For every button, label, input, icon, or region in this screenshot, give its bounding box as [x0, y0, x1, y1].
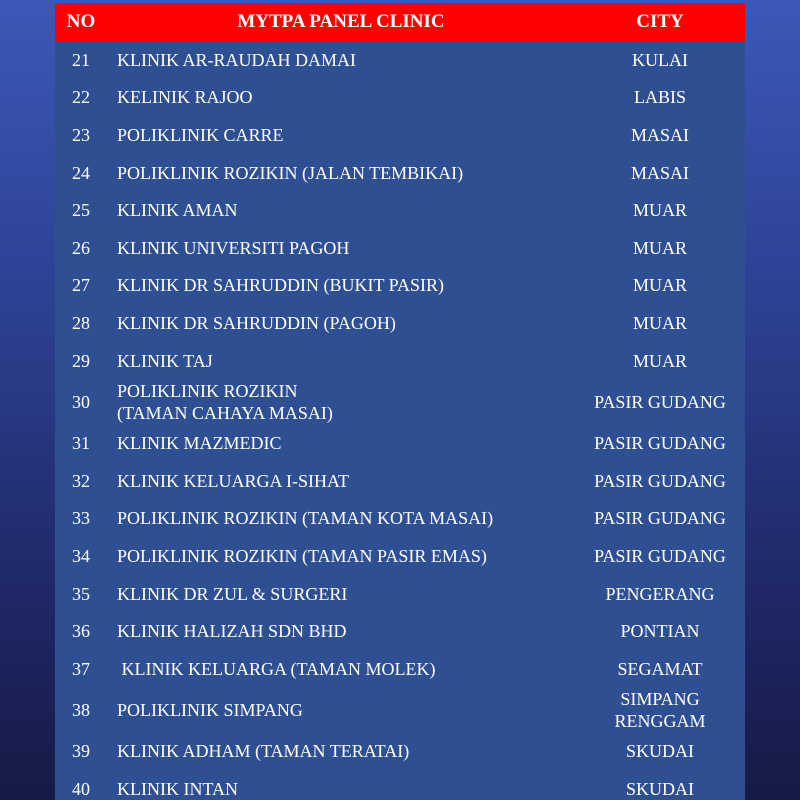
row-number: 21 [72, 49, 90, 70]
clinic-name: POLIKLINIK ROZIKIN (JALAN TEMBIKAI) [117, 162, 464, 183]
clinic-city: PENGERANG [605, 583, 715, 604]
clinic-table-panel [55, 3, 745, 800]
clinic-name: KLINIK DR SAHRUDDIN (BUKIT PASIR) [117, 275, 445, 296]
clinic-name: POLIKLINIK SIMPANG [117, 700, 303, 720]
clinic-name: KLINIK AMAN [117, 200, 238, 221]
row-number: 25 [72, 200, 90, 221]
row-number: 35 [72, 583, 90, 604]
table-row [55, 229, 745, 267]
clinic-name: KLINIK MAZMEDIC [117, 433, 282, 454]
row-number: 26 [72, 237, 90, 258]
row-number: 23 [72, 124, 90, 145]
table-row [55, 733, 745, 771]
clinic-city: PASIR GUDANG [594, 508, 726, 529]
row-number: 30 [72, 391, 90, 412]
clinic-name: POLIKLINIK CARRE [117, 124, 284, 145]
clinic-name: KLINIK ADHAM (TAMAN TERATAI) [117, 741, 410, 762]
clinic-city: LABIS [633, 87, 686, 108]
clinic-city: MUAR [632, 275, 687, 296]
clinic-city: MASAI [630, 162, 689, 183]
table-row [55, 770, 745, 800]
header-no: NO [66, 11, 96, 32]
row-number: 28 [72, 312, 90, 333]
table-row [55, 41, 745, 79]
clinic-name: KLINIK INTAN [117, 778, 239, 799]
row-number: 29 [72, 350, 90, 371]
clinic-city: SKUDAI [625, 778, 694, 799]
clinic-name: KLINIK KELUARGA (TAMAN MOLEK) [117, 658, 436, 679]
row-number: 27 [72, 275, 90, 296]
clinic-city: SKUDAI [625, 741, 694, 762]
clinic-name: KLINIK HALIZAH SDN BHD [117, 621, 347, 642]
table-row [55, 424, 745, 462]
clinic-name: POLIKLINIK ROZIKIN (TAMAN PASIR EMAS) [117, 545, 487, 566]
row-number: 24 [72, 162, 90, 183]
clinic-city: PASIR GUDANG [594, 433, 726, 454]
clinic-city: KULAI [632, 49, 688, 70]
clinic-name: POLIKLINIK ROZIKIN (TAMAN KOTA MASAI) [117, 508, 494, 529]
table-row [55, 612, 745, 650]
clinic-city: SIMPANG RENGGAM [614, 689, 706, 731]
table-row [55, 688, 745, 733]
row-number: 39 [72, 741, 90, 762]
clinic-name: KLINIK TAJ [117, 350, 213, 371]
clinic-name: KLINIK DR SAHRUDDIN (PAGOH) [117, 312, 396, 333]
table-row [55, 500, 745, 538]
clinic-city: PASIR GUDANG [594, 545, 726, 566]
table-row [55, 537, 745, 575]
header-city: CITY [636, 11, 684, 32]
clinic-city: MUAR [632, 200, 687, 221]
row-number: 34 [72, 545, 90, 566]
clinic-name: POLIKLINIK ROZIKIN (TAMAN CAHAYA MASAI) [117, 380, 333, 423]
clinic-name: KLINIK KELUARGA I-SIHAT [117, 470, 349, 491]
clinic-city: MASAI [630, 124, 689, 145]
clinic-city: PASIR GUDANG [594, 470, 726, 491]
row-number: 32 [72, 470, 90, 491]
table-row [55, 575, 745, 613]
clinic-name: KLINIK UNIVERSITI PAGOH [117, 237, 350, 258]
clinic-city: MUAR [632, 312, 687, 333]
clinic-name: KELINIK RAJOO [117, 87, 253, 108]
clinic-city: PASIR GUDANG [594, 391, 726, 412]
row-number: 22 [72, 87, 90, 108]
row-number: 33 [72, 508, 90, 529]
clinic-city: SEGAMAT [617, 658, 703, 679]
clinic-table [55, 3, 745, 800]
table-row [55, 462, 745, 500]
table-row [55, 379, 745, 424]
table-row [55, 267, 745, 305]
clinic-city: PONTIAN [620, 621, 700, 642]
clinic-city: MUAR [632, 237, 687, 258]
table-row [55, 650, 745, 688]
table-row [55, 304, 745, 342]
clinic-name: KLINIK AR-RAUDAH DAMAI [117, 49, 356, 70]
header-clinic: MYTPA PANEL CLINIC [237, 11, 445, 32]
clinic-name: KLINIK DR ZUL & SURGERI [117, 583, 348, 604]
table-row [55, 79, 745, 117]
row-number: 40 [72, 778, 90, 799]
row-number: 37 [72, 658, 90, 679]
row-number: 36 [72, 621, 90, 642]
table-header-row [55, 3, 745, 41]
row-number: 38 [72, 700, 90, 720]
clinic-city: MUAR [632, 350, 687, 371]
table-row [55, 116, 745, 154]
table-row [55, 342, 745, 380]
table-row [55, 191, 745, 229]
table-row [55, 154, 745, 192]
row-number: 31 [72, 433, 90, 454]
